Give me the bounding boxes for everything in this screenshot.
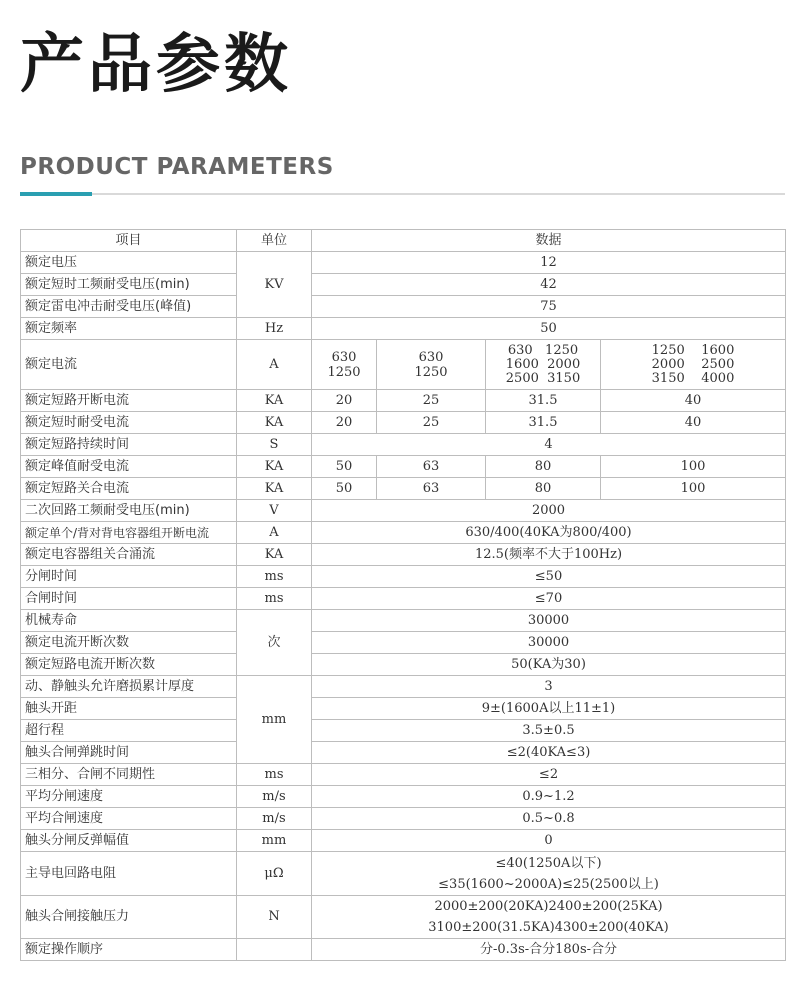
param-name: 额定短路开断电流 — [21, 390, 237, 412]
table-row — [21, 544, 786, 566]
table-row — [21, 896, 786, 939]
param-unit: KA — [237, 456, 312, 478]
param-value: 30000 — [312, 632, 786, 654]
header-item: 项目 — [21, 230, 237, 252]
param-value — [312, 852, 786, 896]
param-value — [312, 896, 786, 939]
param-value: 80 — [486, 478, 601, 500]
table-row — [21, 390, 786, 412]
param-name: 超行程 — [21, 720, 237, 742]
param-value: 25 — [377, 390, 486, 412]
param-value: 3.5±0.5 — [312, 720, 786, 742]
title-divider — [20, 193, 785, 195]
param-name: 额定短路持续时间 — [21, 434, 237, 456]
table-row — [21, 252, 786, 274]
param-name: 额定雷电冲击耐受电压(峰值) — [21, 296, 237, 318]
param-value: 31.5 — [486, 412, 601, 434]
param-value: 20 — [312, 412, 377, 434]
value-line: ≤40(1250A以下) — [495, 855, 602, 871]
param-unit: m/s — [237, 786, 312, 808]
param-unit: ms — [237, 764, 312, 786]
table-row — [21, 632, 786, 654]
param-unit: μΩ — [237, 852, 312, 896]
table-header-row — [21, 230, 786, 252]
table-row — [21, 296, 786, 318]
param-value: 50 — [312, 318, 786, 340]
param-value: 80 — [486, 456, 601, 478]
param-value: 40 — [601, 412, 786, 434]
param-name: 触头合闸接触压力 — [21, 896, 237, 939]
table-row — [21, 456, 786, 478]
param-value: 50(KA为30) — [312, 654, 786, 676]
param-value: 12 — [312, 252, 786, 274]
param-value: 0.9~1.2 — [312, 786, 786, 808]
param-name: 动、静触头允许磨损累计厚度 — [21, 676, 237, 698]
param-name: 分闸时间 — [21, 566, 237, 588]
page-title: 产品参数 — [20, 28, 292, 102]
param-value: 4 — [312, 434, 786, 456]
param-name: 平均合闸速度 — [21, 808, 237, 830]
param-value: 0.5~0.8 — [312, 808, 786, 830]
page-subtitle: PRODUCT PARAMETERS — [20, 154, 334, 180]
param-value: 3 — [312, 676, 786, 698]
param-value: 63 — [377, 456, 486, 478]
table-row — [21, 830, 786, 852]
param-value: 0 — [312, 830, 786, 852]
param-name: 额定电流开断次数 — [21, 632, 237, 654]
table-row — [21, 478, 786, 500]
param-name: 额定电容器组关合涌流 — [21, 544, 237, 566]
param-name: 平均分闸速度 — [21, 786, 237, 808]
param-value: 630 1250 — [312, 340, 377, 390]
param-value: 63 — [377, 478, 486, 500]
value-line: 3100±200(31.5KA)4300±200(40KA) — [428, 920, 669, 935]
table-row — [21, 654, 786, 676]
param-value: 40 — [601, 390, 786, 412]
table-row — [21, 318, 786, 340]
param-unit: A — [237, 522, 312, 544]
param-name: 触头合闸弹跳时间 — [21, 742, 237, 764]
param-value: ≤70 — [312, 588, 786, 610]
param-value: 31.5 — [486, 390, 601, 412]
param-unit-empty — [237, 939, 312, 961]
param-name: 额定短路电流开断次数 — [21, 654, 237, 676]
table-row — [21, 500, 786, 522]
param-unit: mm — [237, 676, 312, 764]
param-name: 额定频率 — [21, 318, 237, 340]
param-unit: KV — [237, 252, 312, 318]
param-unit: ms — [237, 588, 312, 610]
param-name: 合闸时间 — [21, 588, 237, 610]
param-name: 二次回路工频耐受电压(min) — [21, 500, 237, 522]
param-unit: mm — [237, 830, 312, 852]
param-value: 9±(1600A以上11±1) — [312, 698, 786, 720]
param-unit: m/s — [237, 808, 312, 830]
param-unit: KA — [237, 478, 312, 500]
table-row — [21, 566, 786, 588]
param-name: 机械寿命 — [21, 610, 237, 632]
table-row — [21, 939, 786, 961]
param-value: 630/400(40KA为800/400) — [312, 522, 786, 544]
param-value: 2000 — [312, 500, 786, 522]
param-name: 三相分、合闸不同期性 — [21, 764, 237, 786]
param-name: 触头开距 — [21, 698, 237, 720]
value-line: 2000±200(20KA)2400±200(25KA) — [434, 899, 663, 914]
table-row — [21, 522, 786, 544]
param-value: ≤50 — [312, 566, 786, 588]
param-unit: KA — [237, 390, 312, 412]
param-unit: Hz — [237, 318, 312, 340]
table-row — [21, 340, 786, 390]
table-row — [21, 412, 786, 434]
table-row — [21, 676, 786, 698]
table-row — [21, 808, 786, 830]
table-row — [21, 742, 786, 764]
param-name: 额定短时工频耐受电压(min) — [21, 274, 237, 296]
param-value: ≤2 — [312, 764, 786, 786]
param-value: 30000 — [312, 610, 786, 632]
param-unit: KA — [237, 412, 312, 434]
param-unit: V — [237, 500, 312, 522]
param-name: 额定单个/背对背电容器组开断电流 — [21, 522, 237, 544]
param-name: 额定短时耐受电流 — [21, 412, 237, 434]
table-row — [21, 434, 786, 456]
title-accent-bar — [20, 192, 92, 196]
header-data: 数据 — [312, 230, 786, 252]
param-unit: KA — [237, 544, 312, 566]
param-name: 额定峰值耐受电流 — [21, 456, 237, 478]
param-name: 额定短路关合电流 — [21, 478, 237, 500]
param-unit: A — [237, 340, 312, 390]
param-value: 630 1250 1600 2000 2500 3150 — [486, 340, 601, 390]
param-value: 50 — [312, 456, 377, 478]
param-value: 25 — [377, 412, 486, 434]
param-value: 1250 1600 2000 2500 3150 4000 — [601, 340, 786, 390]
param-value: 20 — [312, 390, 377, 412]
param-value: 分-0.3s-合分180s-合分 — [312, 939, 786, 961]
value-line: ≤35(1600~2000A)≤25(2500以上) — [438, 876, 659, 892]
param-name: 额定电流 — [21, 340, 237, 390]
param-name: 额定操作顺序 — [21, 939, 237, 961]
param-value: 630 1250 — [377, 340, 486, 390]
param-unit: S — [237, 434, 312, 456]
table-row — [21, 698, 786, 720]
table-row — [21, 274, 786, 296]
param-value: 75 — [312, 296, 786, 318]
param-value: 100 — [601, 478, 786, 500]
param-unit: 次 — [237, 610, 312, 676]
param-name: 额定电压 — [21, 252, 237, 274]
param-value: 50 — [312, 478, 377, 500]
header-unit: 单位 — [237, 230, 312, 252]
table-row — [21, 852, 786, 896]
param-value: 12.5(频率不大于100Hz) — [312, 544, 786, 566]
table-row — [21, 610, 786, 632]
param-unit: N — [237, 896, 312, 939]
table-row — [21, 588, 786, 610]
table-row — [21, 720, 786, 742]
parameters-table — [20, 229, 786, 961]
table-row — [21, 786, 786, 808]
param-name: 主导电回路电阻 — [21, 852, 237, 896]
table-row — [21, 764, 786, 786]
param-unit: ms — [237, 566, 312, 588]
param-name: 触头分闸反弹幅值 — [21, 830, 237, 852]
param-value: ≤2(40KA≤3) — [312, 742, 786, 764]
param-value: 42 — [312, 274, 786, 296]
param-value: 100 — [601, 456, 786, 478]
